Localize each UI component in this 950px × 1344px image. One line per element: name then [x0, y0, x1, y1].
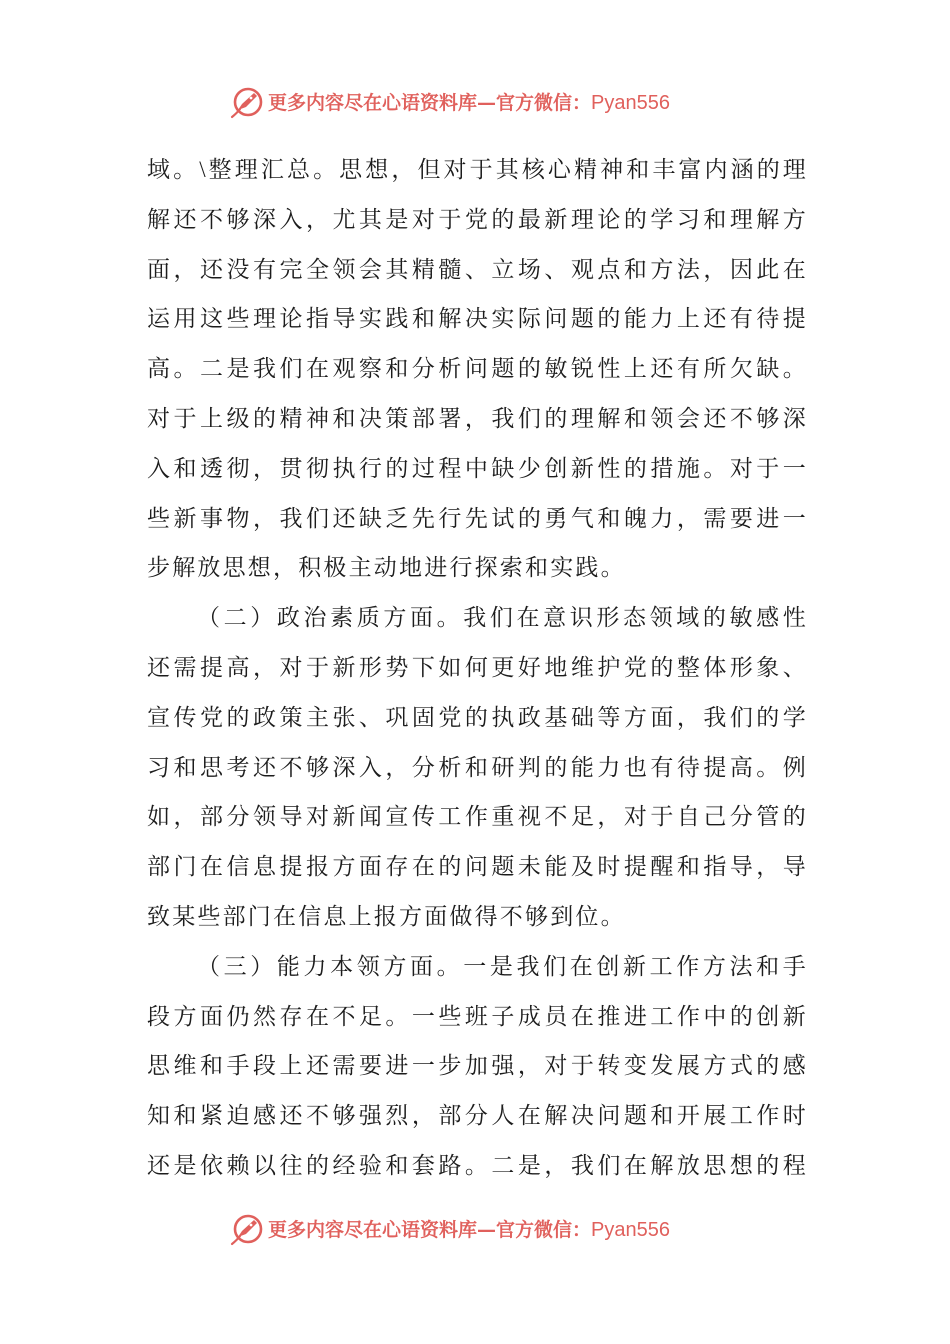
- text-line: 解还不够深入，尤其是对于党的最新理论的学习和理解方: [147, 206, 808, 232]
- text-line: （三）能力本领方面。一是我们在创新工作方法和手: [197, 953, 808, 979]
- document-body: [147, 145, 808, 1191]
- text-line: 宣传党的政策主张、巩固党的执政基础等方面，我们的学: [147, 704, 808, 730]
- text-line: 些新事物，我们还缺乏先行先试的勇气和魄力，需要进一: [147, 505, 808, 531]
- header-watermark: [228, 86, 728, 120]
- text-line: 致某些部门在信息上报方面做得不够到位。: [147, 903, 626, 929]
- watermark-handle: Pyan556: [591, 1219, 670, 1241]
- text-line: 部门在信息提报方面存在的问题未能及时提醒和指导，导: [147, 854, 808, 880]
- watermark-handle: Pyan556: [591, 92, 670, 114]
- footer-watermark: [228, 1213, 728, 1247]
- pen-circle-icon: [228, 1213, 264, 1247]
- paragraph: [147, 145, 808, 593]
- watermark-text: 更多内容尽在心语资料库—官方微信：: [268, 1219, 592, 1241]
- watermark-text: 更多内容尽在心语资料库—官方微信：: [268, 92, 592, 114]
- text-line: 面，还没有完全领会其精髓、立场、观点和方法，因此在: [147, 256, 808, 282]
- text-line: 域。\整理汇总。思想，但对于其核心精神和丰富内涵的理: [147, 157, 808, 182]
- text-line: 运用这些理论指导实践和解决实际问题的能力上还有待提: [147, 306, 808, 332]
- paragraph: [147, 942, 808, 1191]
- pen-circle-icon: [228, 86, 264, 120]
- text-line: 思维和手段上还需要进一步加强，对于转变发展方式的感: [147, 1053, 808, 1079]
- text-line: 步解放思想，积极主动地进行探索和实践。: [147, 555, 626, 581]
- text-line: 高。二是我们在观察和分析问题的敏锐性上还有所欠缺。: [147, 356, 808, 382]
- text-line: 习和思考还不够深入，分析和研判的能力也有待提高。例: [147, 754, 808, 780]
- text-line: 如，部分领导对新闻宣传工作重视不足，对于自己分管的: [147, 804, 808, 830]
- text-line: 对于上级的精神和决策部署，我们的理解和领会还不够深: [147, 405, 808, 431]
- watermark-label: [268, 90, 670, 116]
- watermark-label: [268, 1217, 670, 1243]
- paragraph: [147, 593, 808, 942]
- text-line: （二）政治素质方面。我们在意识形态领域的敏感性: [197, 605, 808, 631]
- text-line: 入和透彻，贯彻执行的过程中缺少创新性的措施。对于一: [147, 455, 808, 481]
- text-line: 知和紧迫感还不够强烈，部分人在解决问题和开展工作时: [147, 1103, 808, 1129]
- text-line: 还是依赖以往的经验和套路。二是，我们在解放思想的程: [147, 1152, 808, 1178]
- text-line: 段方面仍然存在不足。一些班子成员在推进工作中的创新: [147, 1003, 808, 1029]
- text-line: 还需提高，对于新形势下如何更好地维护党的整体形象、: [147, 654, 808, 680]
